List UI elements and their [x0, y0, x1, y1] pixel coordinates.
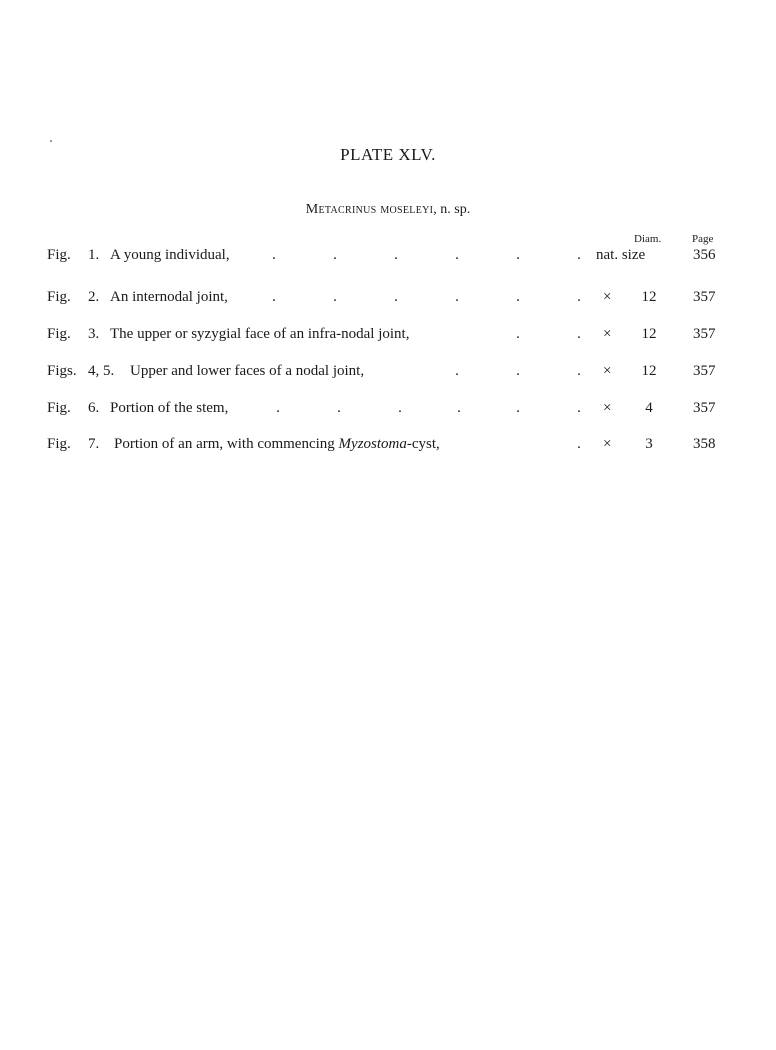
figure-label: Fig.: [47, 400, 71, 416]
species-suffix: , n. sp.: [433, 202, 471, 217]
figure-magnification: 12: [641, 289, 657, 305]
leader-dot: .: [337, 400, 341, 416]
leader-dot: .: [516, 247, 520, 263]
leader-dot: .: [457, 400, 461, 416]
figure-page: 356: [693, 247, 716, 263]
description-italic: Myzostoma: [338, 436, 407, 452]
figure-magnification: 3: [645, 436, 653, 452]
description-text: Portion of an arm, with commencing: [114, 436, 339, 452]
times-sign: ×: [603, 326, 612, 342]
figure-number: 6.: [88, 400, 100, 416]
leader-dot: .: [276, 400, 280, 416]
figure-magnification: 12: [641, 363, 657, 379]
leader-dot: .: [398, 400, 402, 416]
figure-row-5: [0, 400, 776, 422]
figure-label: Fig.: [47, 326, 71, 342]
figure-number: 1.: [88, 247, 100, 263]
times-sign: ×: [603, 289, 612, 305]
figure-page: 358: [693, 436, 716, 452]
figure-label: Fig.: [47, 247, 71, 263]
leader-dot: .: [455, 247, 459, 263]
figure-page: 357: [693, 326, 716, 342]
leader-dot: .: [394, 289, 398, 305]
leader-dot: .: [577, 247, 581, 263]
figure-row-4: [0, 363, 776, 385]
species-name: Metacrinus moseleyi: [305, 202, 434, 217]
figure-row-2: [0, 289, 776, 311]
leader-dot: .: [272, 247, 276, 263]
figure-number: 3.: [88, 326, 100, 342]
figure-label: Figs.: [47, 363, 77, 379]
description-text-end: -cyst,: [406, 436, 440, 452]
times-sign: ×: [603, 400, 612, 416]
figure-size: nat. size: [596, 247, 646, 263]
figure-label: Fig.: [47, 289, 71, 305]
figure-number: 7.: [88, 436, 100, 452]
figure-page: 357: [693, 400, 716, 416]
times-sign: ×: [603, 436, 612, 452]
figure-number: 4, 5.: [88, 363, 115, 379]
figure-description: Upper and lower faces of a nodal joint,: [130, 363, 365, 379]
species-heading: [0, 202, 776, 218]
leader-dot: .: [333, 289, 337, 305]
leader-dot: .: [516, 400, 520, 416]
leader-dot: .: [577, 326, 581, 342]
plate-title: PLATE XLV.: [340, 145, 436, 164]
leader-dot: .: [516, 289, 520, 305]
figure-description: [114, 436, 440, 453]
figure-label: Fig.: [47, 436, 71, 452]
times-sign: ×: [603, 363, 612, 379]
figure-page: 357: [693, 289, 716, 305]
figure-description: A young individual,: [110, 247, 230, 263]
leader-dot: .: [272, 289, 276, 305]
figure-row-3: [0, 326, 776, 348]
leader-dot: .: [516, 363, 520, 379]
leader-dot: .: [455, 289, 459, 305]
figure-description: Portion of the stem,: [110, 400, 229, 416]
page-speck: [50, 140, 52, 142]
figure-magnification: 12: [641, 326, 657, 342]
figure-description: An internodal joint,: [110, 289, 228, 305]
leader-dot: .: [394, 247, 398, 263]
figure-page: 357: [693, 363, 716, 379]
leader-dot: .: [455, 363, 459, 379]
figure-row-6: [0, 436, 776, 458]
leader-dot: .: [516, 326, 520, 342]
leader-dot: .: [577, 363, 581, 379]
figure-magnification: 4: [645, 400, 653, 416]
figure-description: The upper or syzygial face of an infra-nodal joint,: [110, 326, 410, 342]
figure-number: 2.: [88, 289, 100, 305]
leader-dot: .: [577, 400, 581, 416]
column-header-page: Page: [692, 233, 714, 245]
figure-row-1: [0, 247, 776, 269]
leader-dot: .: [577, 289, 581, 305]
leader-dot: .: [577, 436, 581, 452]
leader-dot: .: [333, 247, 337, 263]
column-header-diam: Diam.: [634, 233, 662, 245]
